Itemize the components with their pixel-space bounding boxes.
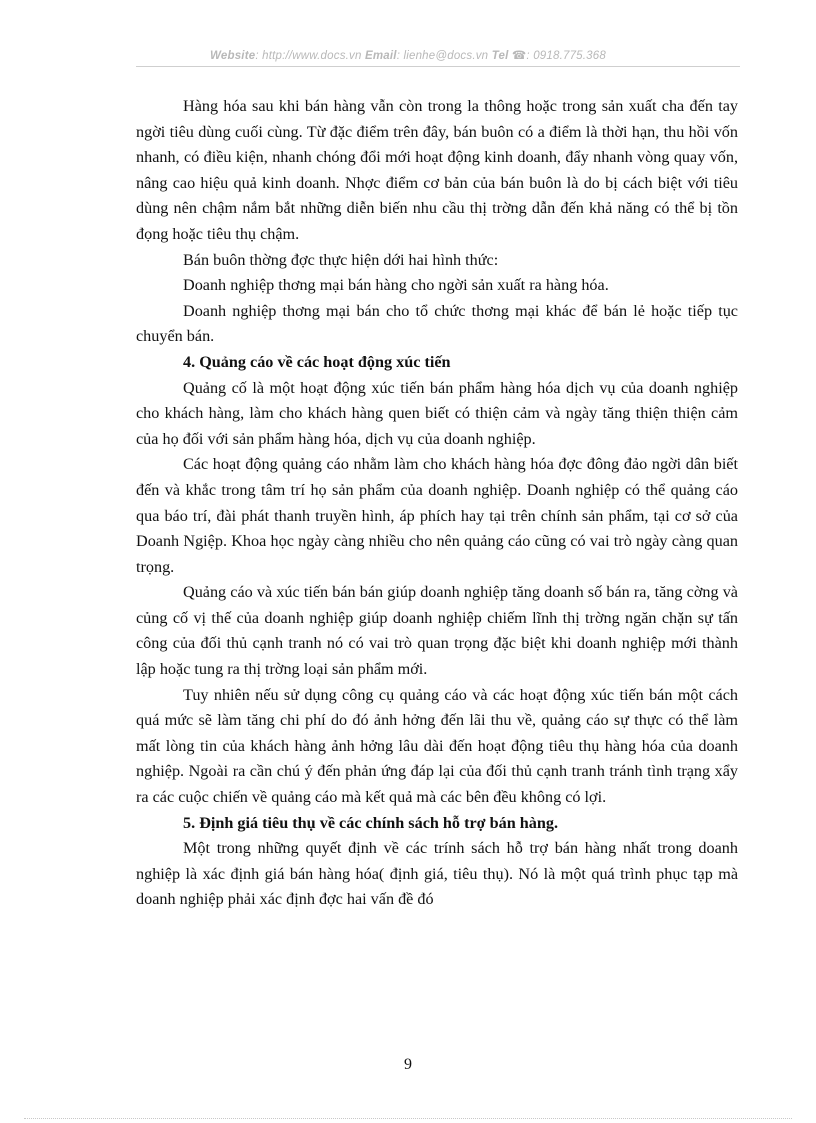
header-divider — [136, 66, 740, 67]
phone-icon: ☎ — [511, 50, 527, 62]
paragraph-pricing: Một trong những quyết định về các trính sách hỗ trợ bán hàng nhất trong doanh nghiệp là xác định giá bán hàng hóa( định giá, tiêu thụ). Nó là một quá trình phục tạp mà doanh nghiệp phải xác định đợc hai vấn đề đó — [136, 839, 738, 909]
section-heading-advertising: 4. Quảng cáo về các hoạt động xúc tiến — [183, 352, 451, 371]
paragraph-form-one: Doanh nghiệp thơng mại bán hàng cho ngời sản xuất ra hàng hóa. — [183, 276, 609, 295]
email-label: Email — [365, 50, 397, 62]
website-value[interactable]: : http://www.docs.vn — [255, 50, 362, 62]
paragraph-wholesale-summary: Hàng hóa sau khi bán hàng vẫn còn trong la thông hoặc trong sản xuất cha đến tay ngời tiêu dùng cuối cùng. Từ đặc điểm trên đây, bán buôn có a điểm là thời hạn, thu hồi vốn nhanh, có điều kiện, nhanh chóng đổi mới hoạt động kinh doanh, đẩy nhanh vòng quay vốn, nâng cao hiệu quả kinh doanh. Nhợc điểm cơ bản của bán buôn là do bị cách biệt với tiêu dùng nên chậm nắm bắt những diễn biến nhu cầu thị trờng dẫn đến khả năng có thể bị tồn đọng hoặc tiêu thụ chậm. — [136, 97, 738, 243]
document-body — [136, 94, 738, 913]
paragraph-advertising-benefits: Quảng cáo và xúc tiến bán bán giúp doanh nghiệp tăng doanh số bán ra, tăng cờng và củng cố vị thế của doanh nghiệp giúp doanh nghiệp chiếm lĩnh thị trờng ngăn chặn sự tấn công của đối thủ cạnh tranh nó có vai trò quan trọng đặc biệt khi doanh nghiệp mới thành lập hoặc tung ra thị trờng loại sản phẩm mới. — [136, 583, 738, 679]
section-heading-pricing: 5. Định giá tiêu thụ về các chính sách hỗ trợ bán hàng. — [183, 813, 559, 832]
tel-value: : 0918.775.368 — [526, 50, 606, 62]
tel-label: Tel — [491, 50, 509, 62]
website-label: Website — [210, 50, 256, 62]
paragraph-form-two: Doanh nghiệp thơng mại bán cho tổ chức thơng mại khác để bán lẻ hoặc tiếp tục chuyển bán. — [136, 301, 738, 346]
paragraph-advertising-risks: Tuy nhiên nếu sử dụng công cụ quảng cáo và các hoạt động xúc tiến bán một cách quá mức sẽ làm tăng chi phí do đó ảnh hởng đến lãi thu về, quảng cáo sự thực có thể làm mất lòng tin của khách hàng ảnh hởng lâu dài đến hoạt động tiêu thụ hàng hóa của doanh nghiệp. Ngoài ra cần chú ý đến phản ứng đáp lại của đối thủ cạnh tranh tránh tình trạng xẩy ra các cuộc chiến về quảng cáo mà kết quả mà các bên đều không có lợi. — [136, 685, 738, 807]
paragraph-wholesale-forms: Bán buôn thờng đợc thực hiện dới hai hình thức: — [183, 250, 499, 269]
page-header — [0, 48, 816, 62]
paragraph-advertising-definition: Quảng cố là một hoạt động xúc tiến bán phẩm hàng hóa dịch vụ của doanh nghiệp cho khách hàng, làm cho khách hàng quen biết có thiện cảm và ngày tăng thiện thiện cảm của họ đối với sản phẩm hàng hóa, dịch vụ của doanh nghiệp. — [136, 378, 738, 448]
page-number: 9 — [404, 1056, 412, 1073]
email-value[interactable]: : lienhe@docs.vn — [396, 50, 489, 62]
footer-divider — [24, 1118, 792, 1119]
paragraph-advertising-channels: Các hoạt động quảng cáo nhằm làm cho khách hàng hóa đợc đông đảo ngời dân biết đến và khắc trong tâm trí họ sản phẩm của doanh nghiệp. Doanh nghiệp có thể quảng cáo qua báo trí, đài phát thanh truyền hình, áp phích hay tại trên chính sản phẩm, tại cơ sở của Doanh Ngiệp. Khoa học ngày càng nhiều cho nên quảng cáo cũng có vai trò ngày càng quan trọng. — [136, 455, 738, 576]
